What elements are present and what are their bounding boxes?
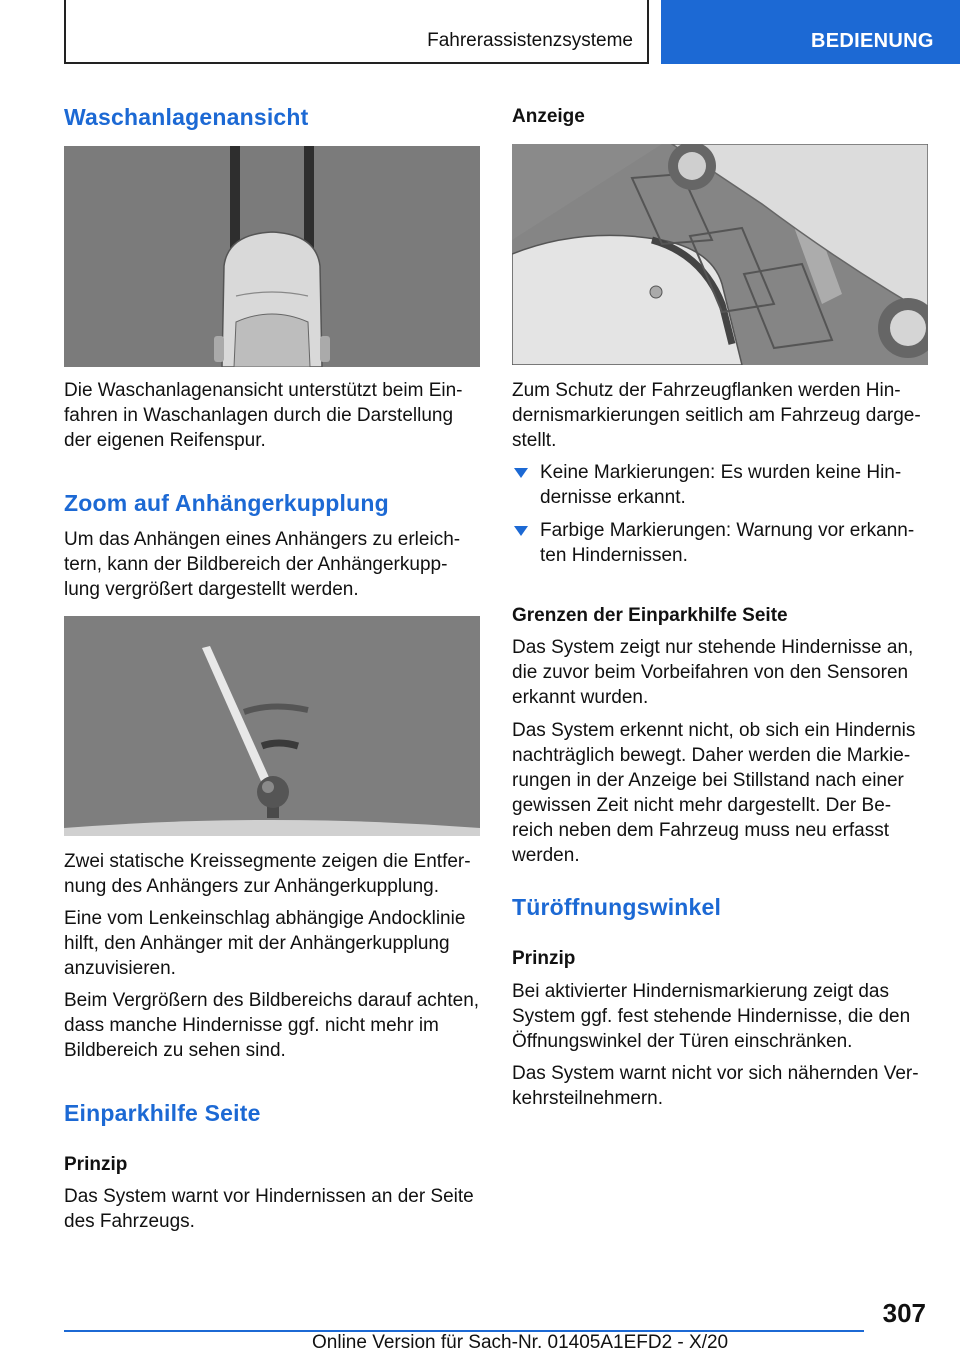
text-line: lung vergrößert dargestellt werden.: [64, 579, 359, 600]
caption-docking-line: [64, 906, 465, 981]
paragraph-waschanlage: [64, 378, 463, 453]
footer-online-version: Online Version für Sach-Nr. 01405A1EFD2 - X/20: [312, 1332, 729, 1353]
heading-zoom: Zoom auf Anhängerkupplung: [64, 490, 389, 516]
bullet-farbige-markierungen: [540, 518, 914, 568]
text-line: Zum Schutz der Fahrzeugflanken werden Hin-: [512, 380, 901, 401]
heading-anzeige: Anzeige: [512, 106, 585, 127]
bullet-triangle-icon: [514, 526, 528, 536]
page-number: 307: [882, 1298, 926, 1328]
text-line: Das System warnt vor Hindernissen an der Seite: [64, 1186, 474, 1207]
text-line: kehrsteilnehmern.: [512, 1088, 664, 1109]
header-chapter-title: BEDIENUNG: [811, 30, 934, 52]
heading-grenzen: Grenzen der Einparkhilfe Seite: [512, 605, 788, 626]
text-line: Eine vom Lenkeinschlag abhängige Andocklinie: [64, 908, 466, 929]
text-line: nachträglich bewegt. Daher werden die Markie-: [512, 745, 911, 766]
side-parking-display-image: [512, 144, 928, 365]
heading-waschanlagenansicht: Waschanlagenansicht: [64, 104, 309, 130]
text-line: rungen in der Anzeige bei Stillstand nach einer: [512, 770, 904, 791]
text-line: hilft, den Anhänger mit der Anhängerkupplung: [64, 933, 450, 954]
text-line: gewissen Zeit nicht mehr dargestellt. Der Be-: [512, 795, 892, 816]
paragraph-tuer-2: [512, 1061, 919, 1111]
text-line: nung des Anhängers zur Anhängerkupplung.: [64, 876, 440, 897]
paragraph-anzeige: [512, 378, 921, 453]
text-line: Bildbereich zu sehen sind.: [64, 1040, 286, 1061]
text-line: die zuvor beim Vorbeifahren von den Sensoren: [512, 662, 909, 683]
text-line: reich neben dem Fahrzeug muss neu erfasst: [512, 820, 890, 841]
text-line: dass manche Hindernisse ggf. nicht mehr im: [64, 1015, 439, 1036]
text-line: Beim Vergrößern des Bildbereichs darauf achten,: [64, 990, 480, 1011]
text-line: erkannt wurden.: [512, 687, 649, 708]
text-line: Das System erkennt nicht, ob sich ein Hindernis: [512, 720, 916, 741]
text-line: anzuvisieren.: [64, 958, 176, 979]
header-section-title: Fahrerassistenzsysteme: [427, 30, 633, 51]
subheading-prinzip: Prinzip: [512, 948, 576, 969]
subheading-prinzip: Prinzip: [64, 1154, 128, 1175]
paragraph-grenzen-1: [512, 635, 913, 710]
text-line: System ggf. fest stehende Hindernisse, die den: [512, 1006, 911, 1027]
text-line: Keine Markierungen: Es wurden keine Hin-: [540, 462, 902, 483]
paragraph-tuer-1: [512, 979, 910, 1054]
paragraph-einpark-prinzip: [64, 1184, 474, 1234]
text-line: tern, kann der Bildbereich der Anhängerkupp-: [64, 554, 448, 575]
bullet-keine-markierungen: [540, 460, 901, 510]
caption-segments: [64, 849, 471, 899]
heading-tueroeffnungswinkel: Türöffnungswinkel: [512, 894, 722, 920]
text-line: Das System warnt nicht vor sich nähernden Ver-: [512, 1063, 919, 1084]
car-wash-view-image: [64, 146, 480, 367]
text-line: ten Hindernissen.: [540, 545, 688, 566]
text-line: Zwei statische Kreissegmente zeigen die Entfer-: [64, 851, 471, 872]
text-line: stellt.: [512, 430, 557, 451]
bullet-triangle-icon: [514, 468, 528, 478]
text-line: dernisse erkannt.: [540, 487, 686, 508]
header-chapter-box: [661, 0, 960, 64]
heading-einparkhilfe-seite: Einparkhilfe Seite: [64, 1100, 261, 1126]
text-line: werden.: [512, 845, 580, 866]
paragraph-grenzen-2: [512, 718, 915, 868]
text-line: Farbige Markierungen: Warnung vor erkann-: [540, 520, 915, 541]
trailer-hitch-zoom-image: [64, 616, 480, 836]
text-line: Um das Anhängen eines Anhängers zu erleich-: [64, 529, 461, 550]
text-line: Die Waschanlagenansicht unterstützt beim Ein-: [64, 380, 463, 401]
text-line: Öffnungswinkel der Türen einschränken.: [512, 1031, 853, 1052]
text-line: der eigenen Reifenspur.: [64, 430, 266, 451]
paragraph-zoom: [64, 527, 460, 602]
text-line: Bei aktivierter Hindernismarkierung zeigt das: [512, 981, 889, 1002]
text-line: fahren in Waschanlagen durch die Darstellung: [64, 405, 454, 426]
text-line: Das System zeigt nur stehende Hindernisse an,: [512, 637, 914, 658]
text-line: des Fahrzeugs.: [64, 1211, 195, 1232]
header-section-box: [64, 0, 649, 64]
text-line: dernismarkierungen seitlich am Fahrzeug darge-: [512, 405, 921, 426]
caption-zoom-warning: [64, 988, 479, 1063]
